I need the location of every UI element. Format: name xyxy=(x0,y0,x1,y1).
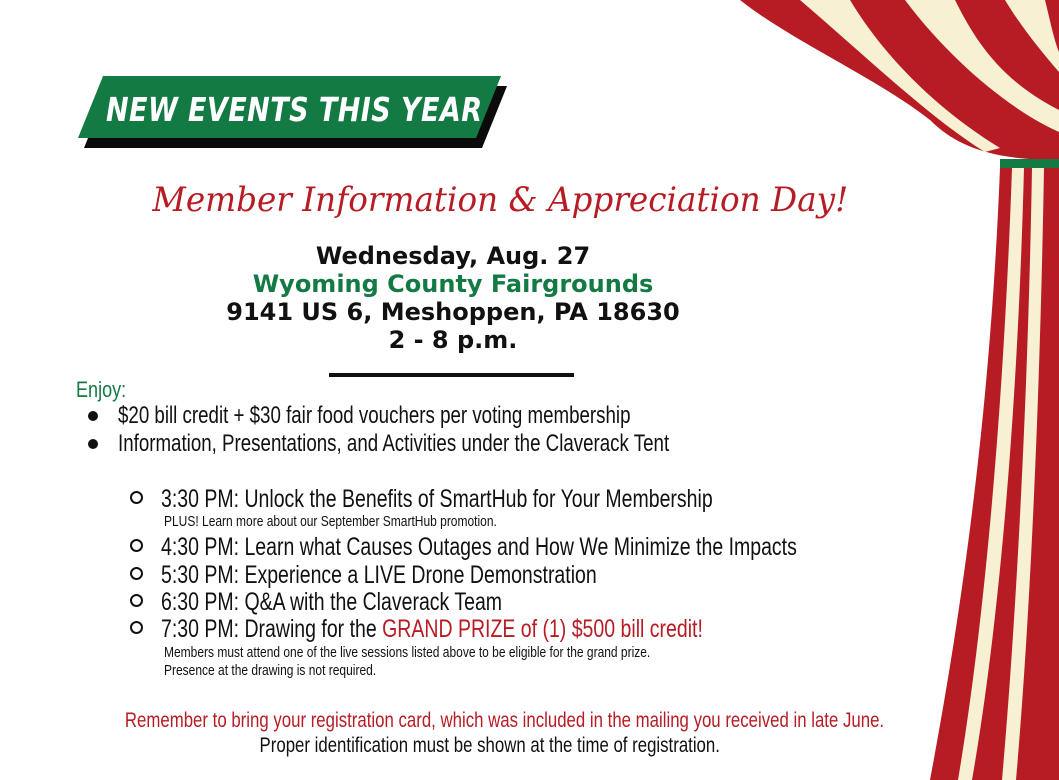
circle-bullet-icon xyxy=(130,491,143,504)
bullet-icon xyxy=(88,439,98,449)
event-details xyxy=(200,242,706,354)
event-time: 2 - 8 p.m. xyxy=(388,326,518,354)
divider-line xyxy=(329,373,574,377)
banner-title: NEW EVENTS THIS YEAR xyxy=(106,90,483,129)
registration-reminder-text: Remember to bring your registration card, which was included in the mailing you received in late June. xyxy=(124,709,885,732)
schedule-prefix: 7:30 PM: Drawing for the xyxy=(161,615,383,643)
enjoy-label: Enjoy: xyxy=(76,377,127,402)
circle-bullet-icon xyxy=(130,621,143,634)
schedule-text xyxy=(161,615,703,643)
circle-bullet-icon xyxy=(130,567,143,580)
schedule-text: 5:30 PM: Experience a LIVE Drone Demonstration xyxy=(161,561,597,589)
schedule-text: 3:30 PM: Unlock the Benefits of SmartHub for Your Membership xyxy=(161,485,713,513)
smarthub-note: PLUS! Learn more about our September SmartHub promotion. xyxy=(164,513,497,530)
identification-notice xyxy=(30,734,950,758)
grand-prize-highlight: GRAND PRIZE of (1) $500 bill credit! xyxy=(382,615,703,643)
schedule-text: 6:30 PM: Q&A with the Claverack Team xyxy=(161,588,503,616)
circle-bullet-icon xyxy=(130,594,143,607)
curtain-tie-band xyxy=(1000,159,1059,168)
new-events-banner xyxy=(78,74,498,154)
event-venue: Wyoming County Fairgrounds xyxy=(252,270,654,298)
grand-prize-note: Presence at the drawing is not required. xyxy=(164,662,377,679)
event-title: Member Information & Appreciation Day! xyxy=(152,180,849,220)
identification-notice-text: Proper identification must be shown at the time of registration. xyxy=(259,734,721,757)
bullet-icon xyxy=(88,411,98,421)
bullet-text: Information, Presentations, and Activities under the Claverack Tent xyxy=(118,430,670,457)
bullet-text: $20 bill credit + $30 fair food vouchers per voting membership xyxy=(118,402,631,429)
grand-prize-note: Members must attend one of the live sessions listed above to be eligible for the grand prize. xyxy=(164,644,651,661)
event-date: Wednesday, Aug. 27 xyxy=(315,242,591,270)
schedule-text: 4:30 PM: Learn what Causes Outages and How We Minimize the Impacts xyxy=(161,533,797,561)
event-address: 9141 US 6, Meshoppen, PA 18630 xyxy=(226,298,680,326)
registration-reminder xyxy=(30,709,950,733)
circle-bullet-icon xyxy=(130,539,143,552)
